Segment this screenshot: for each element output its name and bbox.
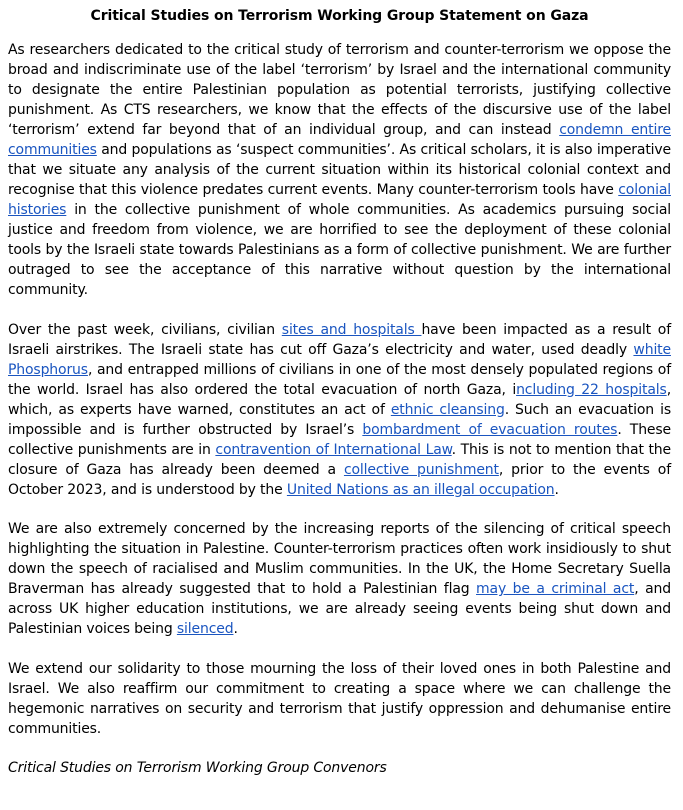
paragraph-4: We extend our solidarity to those mourning the loss of their loved ones in both Palestine and Israel. We also reaffirm our commitment to creating a space where we can challenge the hegemonic narratives on security and terrorism that justify oppression and dehumanise entire communities.	[8, 660, 671, 737]
paragraph-1	[8, 40, 671, 300]
text-span: , which, as experts have warned, constitutes an act of	[8, 381, 671, 418]
text-span: . These collective punishments are in	[8, 421, 672, 458]
text-span: As researchers dedicated to the critical study of terrorism and counter-terrorism we oppose the broad and indiscriminate use of the label ‘terrorism’ by Israel and the international community to designate the entire Palestinian population as potential terrorists, justifying collective punishment. As CTS researchers, we know that the effects of the discursive use of the label ‘terrorism’ extend far beyond that of an individual group, and can instead	[8, 42, 671, 138]
paragraph-3	[8, 519, 671, 639]
text-span: . Such an evacuation is impossible and is further obstructed by Israel’s	[8, 401, 671, 438]
text-span: . This is not to mention that the closure of Gaza has already been deemed a	[8, 441, 671, 478]
text-span: .	[233, 621, 238, 637]
link-silenced[interactable]: silenced	[176, 621, 234, 637]
signature: Critical Studies on Terrorism Working Group Convenors	[8, 760, 387, 776]
link-including-22-hospitals[interactable]: ncluding 22 hospitals	[516, 381, 667, 398]
text-span: , and entrapped millions of civilians in one of the most densely populated regions of the world. Israel has also ordered the total evacuation of north Gaza, i	[8, 361, 671, 398]
text-span: , and across UK higher education institutions, we are already seeing events being shut down and Palestinian voices being	[8, 581, 671, 637]
text-span: and populations as ‘suspect communities’. As critical scholars, it is also imperative that we situate any analysis of the current situation within its historical colonial context and recognise that this violence predates current events. Many counter-terrorism tools have	[8, 142, 671, 198]
link-condemn-entire-communities[interactable]: condemn entire communities	[8, 122, 671, 158]
link-ethnic-cleansing[interactable]: ethnic cleansing	[390, 401, 505, 418]
link-white-phosphorus[interactable]: white Phosphorus	[8, 341, 671, 378]
text-span: have been impacted as a result of Israeli airstrikes. The Israeli state has cut off Gaza’s electricity and water, used deadly	[8, 321, 671, 358]
link-contravention-of-international-law[interactable]: contravention of International Law	[215, 441, 452, 458]
page-title: Critical Studies on Terrorism Working Group Statement on Gaza	[90, 8, 589, 24]
text-span: .	[554, 481, 559, 498]
paragraph-2	[8, 320, 671, 500]
text-span: We are also extremely concerned by the increasing reports of the silencing of critical speech highlighting the situation in Palestine. Counter-terrorism practices often work insidiously to shut down the speech of racialised and Muslim communities. In the UK, the Home Secretary Suella Braverman has already suggested that to hold a Palestinian flag	[8, 521, 671, 597]
link-colonial-histories[interactable]: colonial histories	[8, 182, 671, 218]
text-span: in the collective punishment of whole communities. As academics pursuing social justice and freedom from violence, we are horrified to see the deployment of these colonial tools by the Israeli state towards Palestinians as a form of collective punishment. We are further outraged to see the acceptance of this narrative without question by the international community.	[8, 202, 671, 298]
link-collective-punishment[interactable]: collective punishment	[343, 461, 499, 478]
link-sites-and-hospitals[interactable]: sites and hospitals	[281, 321, 422, 338]
link-may-be-a-criminal-act[interactable]: may be a criminal act	[476, 581, 635, 597]
link-united-nations-illegal-occupation[interactable]: United Nations as an illegal occupation	[286, 481, 555, 498]
link-bombardment-of-evacuation-routes[interactable]: bombardment of evacuation routes	[362, 421, 618, 438]
text-span: Over the past week, civilians, civilian	[8, 321, 282, 338]
text-span: , prior to the events of October 2023, and is understood by the	[8, 461, 671, 498]
